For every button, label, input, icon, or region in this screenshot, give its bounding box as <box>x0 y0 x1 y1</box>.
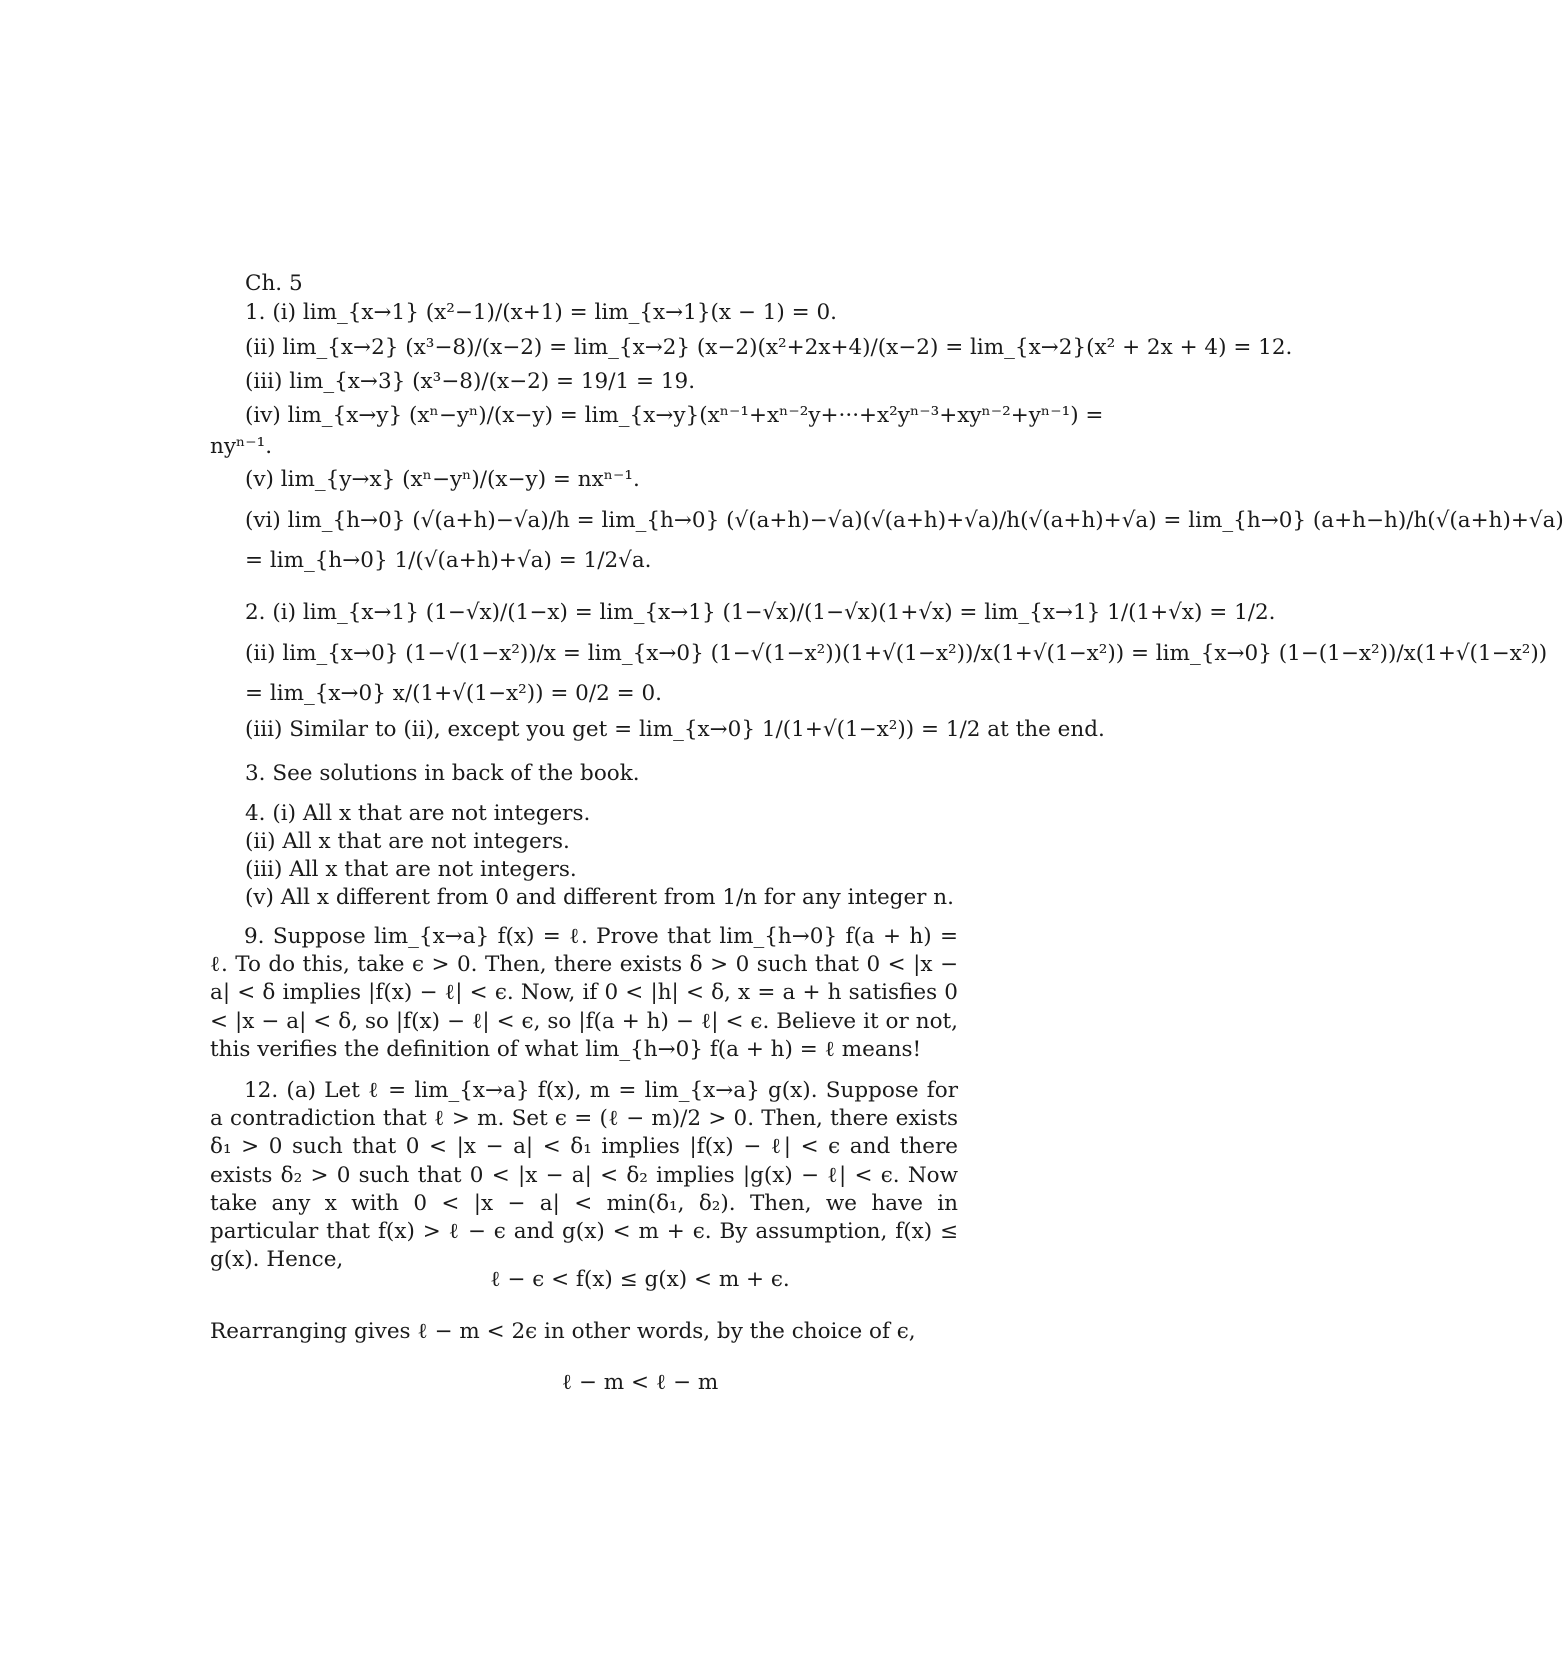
q12-paragraph: 12. (a) Let ℓ = lim_{x→a} f(x), m = lim_{x→a} g(x). Suppose for a contradiction that ℓ > m. Set ϵ = (ℓ − m)/2 > 0. Then, there exists δ₁ > 0 such that 0 < |x − a| < δ₁ implies |f(x) − ℓ| < ϵ and there exists δ₂ > 0 such that 0 < |x − a| < δ₂ implies |g(x) − ℓ| < ϵ. Now take any x with 0 < |x − a| < min(δ₁, δ₂). Then, we have in particular that f(x) > ℓ − ϵ and g(x) < m + ϵ. By assumption, f(x) ≤ g(x). Hence, <box>210 1078 958 1273</box>
q3-line-1: 3. See solutions in back of the book. <box>245 761 640 786</box>
q1-line-8: = lim_{h→0} 1/(√(a+h)+√a) = 1/2√a. <box>245 548 652 573</box>
q12-display-contradiction: ℓ − m < ℓ − m <box>561 1370 719 1395</box>
q2-line-2: (ii) lim_{x→0} (1−√(1−x²))/x = lim_{x→0} (1−√(1−x²))(1+√(1−x²))/x(1+√(1−x²)) = lim_{x→0} (1−(1−x²))/x(1+√(1−x²)) <box>245 641 1548 666</box>
q1-line-7: (vi) lim_{h→0} (√(a+h)−√a)/h = lim_{h→0} (√(a+h)−√a)(√(a+h)+√a)/h(√(a+h)+√a) = lim_{h→0} (a+h−h)/h(√(a+h)+√a) <box>245 508 1564 533</box>
q1-line-3: (iii) lim_{x→3} (x³−8)/(x−2) = 19/1 = 19. <box>245 369 696 394</box>
q2-line-1: 2. (i) lim_{x→1} (1−√x)/(1−x) = lim_{x→1} (1−√x)/(1−√x)(1+√x) = lim_{x→1} 1/(1+√x) = 1/2. <box>245 600 1276 625</box>
chapter-heading: Ch. 5 <box>245 271 303 296</box>
q4-line-4: (v) All x different from 0 and different from 1/n for any integer n. <box>245 885 954 910</box>
q4-line-3: (iii) All x that are not integers. <box>245 857 577 882</box>
q2-line-4: (iii) Similar to (ii), except you get = lim_{x→0} 1/(1+√(1−x²)) = 1/2 at the end. <box>245 717 1105 742</box>
q1-line-5: nyⁿ⁻¹. <box>210 434 273 459</box>
q12-display-inequality: ℓ − ϵ < f(x) ≤ g(x) < m + ϵ. <box>490 1267 790 1292</box>
q2-line-3: = lim_{x→0} x/(1+√(1−x²)) = 0/2 = 0. <box>245 681 662 706</box>
q1-line-4: (iv) lim_{x→y} (xⁿ−yⁿ)/(x−y) = lim_{x→y}(xⁿ⁻¹+xⁿ⁻²y+···+x²yⁿ⁻³+xyⁿ⁻²+yⁿ⁻¹) = <box>245 403 1104 428</box>
q1-line-2: (ii) lim_{x→2} (x³−8)/(x−2) = lim_{x→2} (x−2)(x²+2x+4)/(x−2) = lim_{x→2}(x² + 2x + 4) = 12. <box>245 335 1293 360</box>
q1-line-6: (v) lim_{y→x} (xⁿ−yⁿ)/(x−y) = nxⁿ⁻¹. <box>245 467 640 492</box>
q1-line-1: 1. (i) lim_{x→1} (x²−1)/(x+1) = lim_{x→1}(x − 1) = 0. <box>245 300 837 325</box>
q9-paragraph: 9. Suppose lim_{x→a} f(x) = ℓ. Prove that lim_{h→0} f(a + h) = ℓ. To do this, take ϵ > 0. Then, there exists δ > 0 such that 0 < |x − a| < δ implies |f(x) − ℓ| < ϵ. Now, if 0 < |h| < δ, x = a + h satisfies 0 < |x − a| < δ, so |f(x) − ℓ| < ϵ, so |f(a + h) − ℓ| < ϵ. Believe it or not, this verifies the definition of what lim_{h→0} f(a + h) = ℓ means! <box>210 924 958 1062</box>
q4-line-1: 4. (i) All x that are not integers. <box>245 801 591 826</box>
q12-rearranging-text: Rearranging gives ℓ − m < 2ϵ in other words, by the choice of ϵ, <box>210 1319 916 1344</box>
q4-line-2: (ii) All x that are not integers. <box>245 829 570 854</box>
